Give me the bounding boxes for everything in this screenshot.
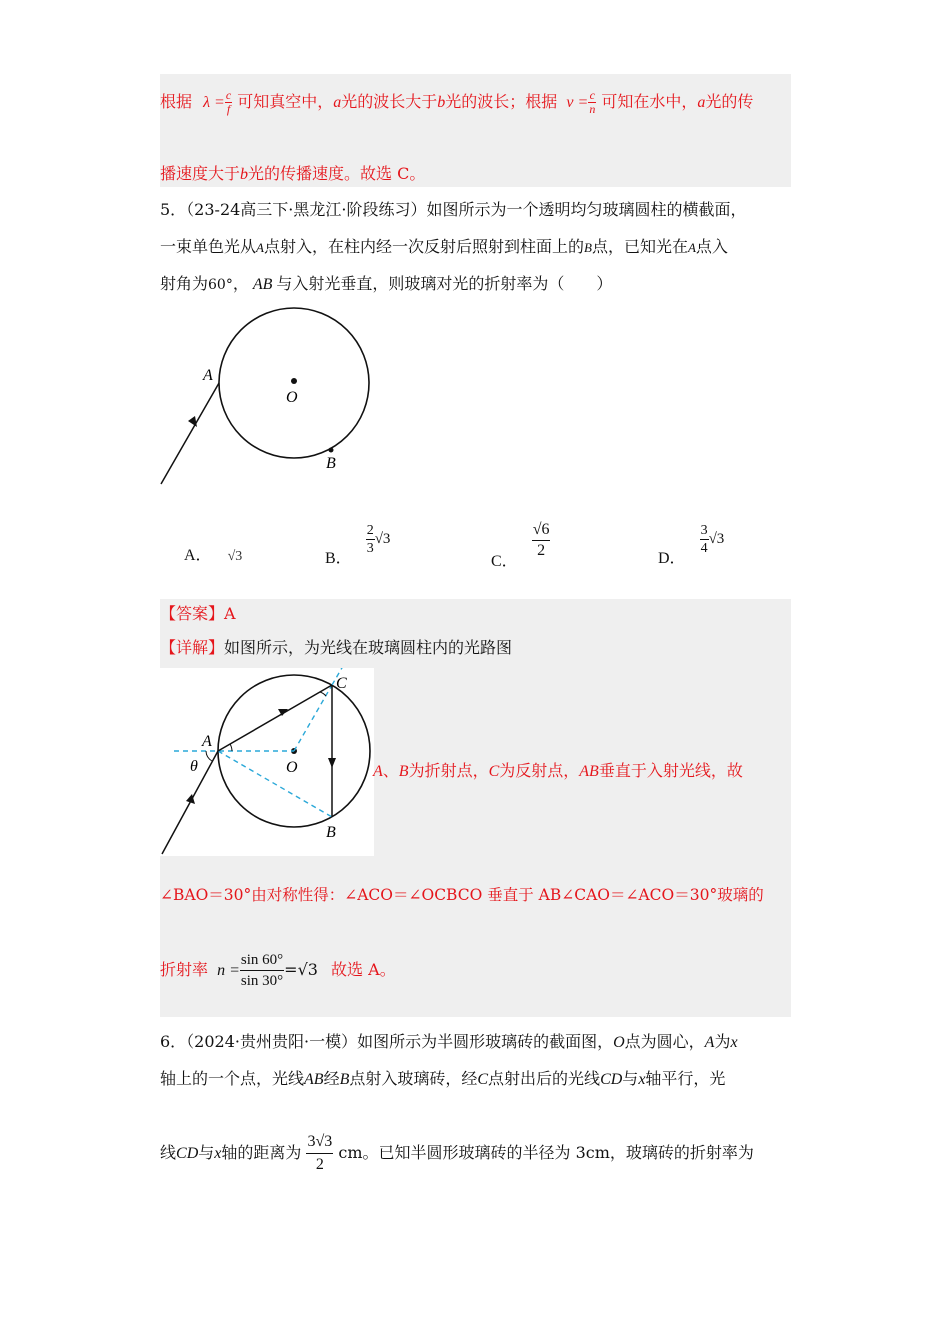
detail-line: 【详解】如图所示，为光线在玻璃圆柱内的光路图 [160,638,513,657]
option-a[interactable]: A． √3 [184,547,243,564]
angle-arc-a [230,744,232,751]
answer-line: 【答案】A [160,604,236,623]
label-c: C [336,675,347,692]
incident-arrow [188,416,197,427]
center-dot [291,378,297,384]
top-solution-line-2: 播速度大于b光的传播速度。故选 C。 [160,164,426,183]
q5-line-2: 一束单色光从A点射入，在柱内经一次反射后照射到柱面上的B点，已知光在A点入 [160,237,728,256]
dashed-ab [218,751,332,817]
v-lhs: v = [566,94,589,111]
refracted-ray-ac [218,685,332,751]
incident-ray [161,383,219,484]
label-o: O [286,759,298,776]
option-d[interactable]: D． $\frac{3}{4}$ √3 [658,523,725,568]
q5-line-3: 射角为60°， AB 与入射光垂直，则玻璃对光的折射率为（ ） [160,274,613,293]
label-b: B [326,824,336,841]
option-b[interactable]: B． $\frac{2}{3}$ √3 [325,523,391,568]
label-a: A [203,367,213,384]
lambda-fraction: $\frac{c}{f}$ [225,88,232,116]
arrow-cb [328,758,336,768]
refraction-index-line: 折射率 n = $\frac{\sin 60^\circ}{\sin 30^\circ}$ =√3 故选 A。 [160,952,396,989]
lambda-lhs: λ = [203,94,225,111]
top-solution-line-1: 根据 λ = $\frac{c}{f}$ 可知真空中，a光的波长大于b光的波长；根据 v = $\frac{c}{n}$ 可知在水中，a光的传 [160,88,754,116]
q6-line-2: 轴上的一个点，光线AB经B点射入玻璃砖，经C点射出后的光线CD与x轴平行，光 [160,1069,726,1088]
symmetry-line: ∠BAO＝30°由对称性得：∠ACO＝∠OCBCO 垂直于 AB∠CAO＝∠ACO＝30°玻璃的 [160,886,764,904]
angle-arc-theta [206,751,212,761]
side-explanation: A、B为折射点，C为反射点，AB垂直于入射光线，故 [373,761,743,780]
label-b: B [326,455,336,472]
v-fraction: $\frac{c}{n}$ [589,88,596,116]
label-o: O [286,389,298,406]
option-c[interactable]: C． $\frac{√6}{2}$ [491,521,550,571]
angle-arc-c [320,692,326,696]
answer-figure [160,668,374,856]
q6-line-3: 线CD与x轴的距离为 $\frac{3√3}{2}$ cm。已知半圆形玻璃砖的半径为 3cm，玻璃砖的折射率为 [160,1133,754,1173]
q6-line-1: 6．（2024·贵州贵阳·一模）如图所示为半圆形玻璃砖的截面图，O点为圆心，A为x [160,1032,738,1051]
q5-figure [155,300,385,490]
label-a: A [202,733,212,750]
label-theta: θ [190,758,198,775]
point-b-dot [329,448,334,453]
dashed-oc [294,685,332,751]
q5-line-1: 5．（23-24高三下·黑龙江·阶段练习）如图所示为一个透明均匀玻璃圆柱的横截面， [160,200,747,219]
